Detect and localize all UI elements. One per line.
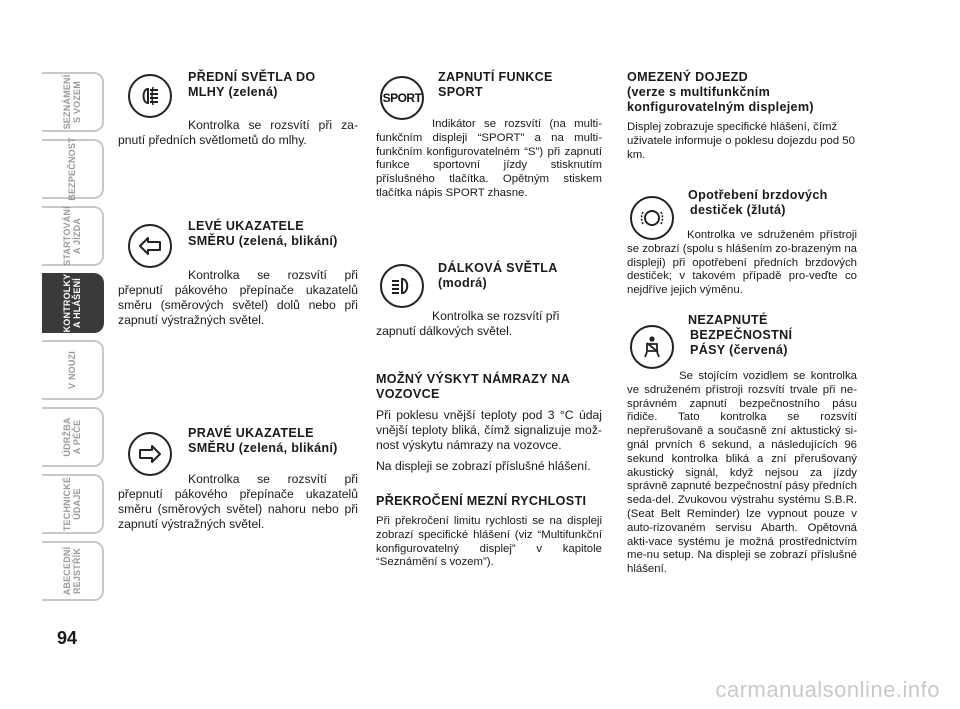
sport-icon-text: SPORT	[382, 91, 422, 105]
left-text: Kontrolka se rozsvítí při přepnutí pákového přepínače ukazatelů směru (směrových světel) dolů nebo při zapnutí výstražných světel.	[118, 268, 358, 327]
sport-title-2: SPORT	[438, 85, 483, 99]
ice-title: MOŽNÝ VÝSKYT NÁMRAZY NA VOZOVCE	[376, 372, 570, 401]
belt-title-1: NEZAPNUTÉ	[688, 313, 768, 327]
high-beam-title: DÁLKOVÁ SVĚTLA	[438, 261, 558, 275]
sport-text: Indikátor se rozsvítí (na multi-funkčním displeji “SPORT” a na multi-funkčním konfigurovatelném “S”) při zapnutí funkce sportovní jízdy stisknutím příslušného tlačítka. Opětným stiskem tlačítka nápis SPORT zhasne.	[376, 118, 602, 199]
ice-text: Při poklesu vnější teploty pod 3 °C údaj vnější teploty bliká, čímž signalizuje mož-nost výskytu námrazy na vozovce.	[376, 408, 602, 452]
chapter-tabs	[42, 72, 104, 608]
range-title-1: OMEZENÝ DOJEZD	[627, 70, 749, 84]
range-text: Displej zobrazuje specifické hlášení, čímž uživatele informuje o poklesu dojezdu pod 50 km.	[627, 121, 855, 161]
page-number: 94	[57, 628, 78, 648]
high-beam-icon	[380, 264, 424, 308]
belt-title-2: BEZPEČNOSTNÍ	[690, 328, 793, 342]
brake-title-1: Opotřebení brzdových	[688, 188, 828, 202]
ice-text-2: Na displeji se zobrazí příslušné hlášení.	[376, 459, 591, 473]
tab-kontrolky[interactable]	[42, 273, 104, 333]
tab-bezpecnost[interactable]	[42, 139, 104, 199]
right-title-2: SMĚRU	[188, 441, 235, 455]
right-title-1: PRAVÉ UKAZATELE	[188, 426, 314, 440]
fog-light-icon	[128, 74, 172, 118]
range-title-2: (verze s multifunkčním	[627, 85, 771, 99]
tab-seznameni[interactable]	[42, 72, 104, 132]
tab-label: SEZNÁMENÍ S VOZEM	[62, 74, 82, 130]
tab-label: ÚDRŽBA A PÉČE	[62, 417, 82, 457]
belt-title-3: PÁSY	[690, 343, 726, 357]
tab-label: BEZPEČNOST	[67, 137, 77, 201]
high-beam-text-2: zapnutí dálkových světel.	[376, 324, 513, 338]
watermark: carmanualsonline.info	[715, 677, 940, 702]
tab-label: V NOUZI	[67, 351, 77, 389]
sport-title-1: ZAPNUTÍ FUNKCE	[438, 70, 553, 84]
tab-udrzba[interactable]	[42, 407, 104, 467]
right-color: (zelená, blikání)	[238, 441, 338, 455]
turn-left-icon	[128, 224, 172, 268]
sport-icon	[380, 76, 424, 120]
speed-title: PŘEKROČENÍ MEZNÍ RYCHLOSTI	[376, 494, 587, 508]
left-color: (zelená, blikání)	[238, 234, 338, 248]
tab-label: ABECEDNÍ REJSTŘÍK	[62, 546, 82, 596]
tab-startovani[interactable]	[42, 206, 104, 266]
range-title-3: konfigurovatelným displejem)	[627, 100, 814, 114]
tab-rejstrik[interactable]	[42, 541, 104, 601]
belt-color: (červená)	[729, 343, 788, 357]
left-title-1: LEVÉ UKAZATELE	[188, 219, 304, 233]
tab-label: TECHNICKÉ ÚDAJE	[62, 476, 82, 532]
speed-text: Při překročení limitu rychlosti se na displeji zobrazí specifické hlášení (viz “Multifunkční konfigurovatelný displej” v kapitole “Seznámění s vozem”).	[376, 515, 602, 569]
tab-technicke[interactable]	[42, 474, 104, 534]
fog-color: (zelená)	[228, 85, 278, 99]
high-beam-color: (modrá)	[438, 276, 487, 290]
left-title-2: SMĚRU	[188, 234, 235, 248]
high-beam-text-1: Kontrolka se rozsvítí při	[432, 309, 560, 323]
fog-title-2: MLHY	[188, 85, 225, 99]
tab-label: KONTROLKY A HLÁŠENÍ	[62, 273, 82, 333]
brake-text: Kontrolka ve sdruženém přístroji se zobrazí (spolu s hlášením zo-brazeným na displeji) při opotřebení předních brzdových destiček; v takovém případě pro-veďte co nejdříve jejich výměnu.	[627, 229, 857, 297]
seat-belt-icon	[630, 325, 674, 369]
brake-title-2: destiček (žlutá)	[690, 203, 786, 217]
fog-title-1: PŘEDNÍ SVĚTLA DO	[188, 70, 316, 84]
turn-right-icon	[128, 432, 172, 476]
tab-v-nouzi[interactable]	[42, 340, 104, 400]
right-text: Kontrolka se rozsvítí při přepnutí pákového přepínače ukazatelů směru (směrových světel) nahoru nebo při zapnutí výstražných světel.	[118, 472, 358, 531]
fog-text: Kontrolka se rozsvítí při za-pnutí předních světlometů do mlhy.	[118, 118, 358, 147]
belt-text: Se stojícím vozidlem se kontrolka ve sdruženém přístroji rozsvítí trvale při ne-správném zapnutí bezpečnostního pásu řidiče. Tato kontrolka se rozsvítí nepřerušovaně a současně zní aktustický si-gnál prvních 6 sekund, a následujících 96 sekund kontrolka bliká a zní přerušovaný akustický signál, když nejsou za jízdy správně zapnuté bezpečnostní pásy předních seda-del. Zvukovou výstrahu systému S.B.R. (Seat Belt Reminder) lze vypnout pouze v auto-rizovaném servisu Abarth. Opětovná akti-vace systému je možná prostřednictvím me-nu setup. Na displeji se zobrazí příslušné hlášení.	[627, 370, 857, 576]
tab-label: STARTOVÁNÍ A JÍZDA	[62, 206, 82, 266]
